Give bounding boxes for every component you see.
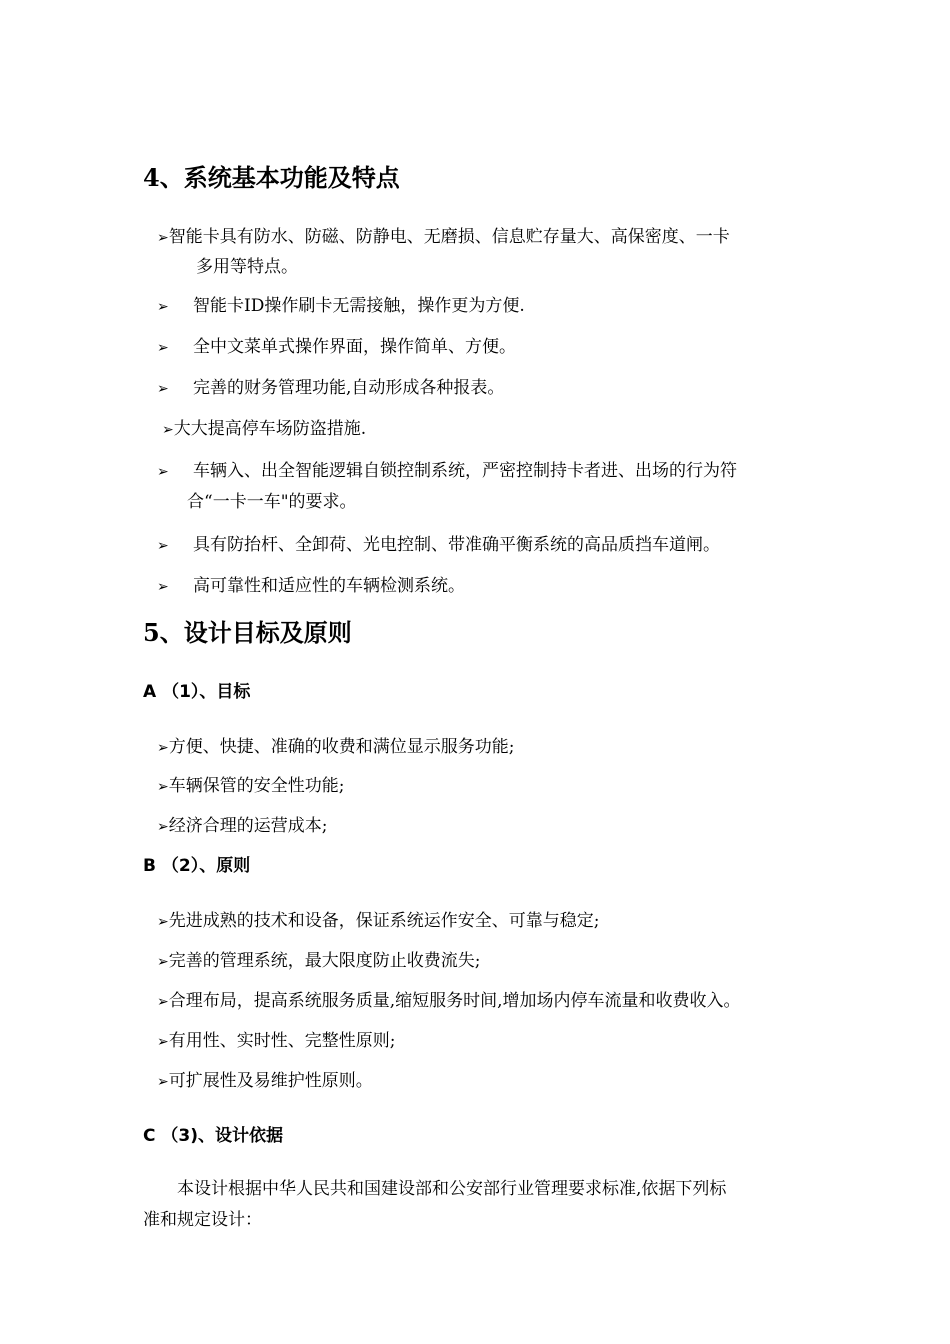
paragraph-line: 准和规定设计：	[143, 1210, 262, 1230]
arrow-bullet-icon: ➢	[157, 299, 169, 315]
list-item-text: 合理布局，提高系统服务质量,缩短服务时间,增加场内停车流量和收费收入。	[168, 991, 741, 1011]
paragraph-line: 本设计根据中华人民共和国建设部和公安部行业管理要求标准,依据下列标	[177, 1179, 727, 1199]
list-item	[157, 1026, 395, 1051]
list-item	[157, 332, 516, 357]
list-item-text: 有用性、实时性、完整性原则;	[168, 1031, 396, 1051]
list-item-text: 车辆入、出全智能逻辑自锁控制系统，严密控制持卡者进、出场的行为符	[193, 461, 737, 481]
list-item-text: 方便、快捷、准确的收费和满位显示服务功能;	[168, 737, 515, 757]
arrow-bullet-icon: ➢	[157, 464, 169, 480]
list-item	[162, 414, 366, 439]
list-item-text: 智能卡具有防水、防磁、防静电、无磨损、信息贮存量大、高保密度、一卡	[168, 227, 730, 247]
list-item	[157, 946, 480, 971]
arrow-bullet-icon: ➢	[157, 579, 169, 595]
arrow-bullet-icon: ➢	[162, 422, 174, 438]
list-item-continuation: 合“一卡一车"的要求。	[187, 492, 357, 512]
list-item-text: 完善的管理系统，最大限度防止收费流失;	[168, 951, 481, 971]
list-item	[157, 771, 344, 796]
subsection-a-title: A （1）、目标	[143, 682, 251, 702]
list-item	[157, 732, 514, 757]
list-item	[157, 571, 465, 596]
arrow-bullet-icon: ➢	[157, 340, 169, 356]
list-item	[157, 811, 327, 836]
arrow-bullet-icon: ➢	[157, 994, 169, 1010]
list-item	[157, 222, 730, 247]
arrow-bullet-icon: ➢	[157, 779, 169, 795]
list-item	[157, 986, 741, 1011]
list-item-text: 具有防抬杆、全卸荷、光电控制、带准确平衡系统的高品质挡车道闸。	[193, 535, 720, 555]
list-item-text: 高可靠性和适应性的车辆检测系统。	[193, 576, 465, 596]
arrow-bullet-icon: ➢	[157, 538, 169, 554]
arrow-bullet-icon: ➢	[157, 819, 169, 835]
list-item-continuation: 多用等特点。	[196, 257, 298, 277]
list-item-text: 完善的财务管理功能,自动形成各种报表。	[193, 378, 505, 398]
list-item-text: 先进成熟的技术和设备，保证系统运作安全、可靠与稳定;	[168, 911, 600, 931]
list-item	[157, 530, 720, 555]
arrow-bullet-icon: ➢	[157, 381, 169, 397]
list-item-text: 经济合理的运营成本;	[168, 816, 328, 836]
subsection-b-title: B （2）、原则	[143, 856, 251, 876]
arrow-bullet-icon: ➢	[157, 1034, 169, 1050]
list-item	[157, 291, 525, 316]
list-item-text: 全中文菜单式操作界面，操作简单、方便。	[193, 337, 516, 357]
arrow-bullet-icon: ➢	[157, 740, 169, 756]
list-item	[157, 906, 599, 931]
section5-title: 5、设计目标及原则	[143, 618, 352, 647]
list-item-text: 可扩展性及易维护性原则。	[168, 1071, 373, 1091]
list-item	[157, 1066, 373, 1091]
arrow-bullet-icon: ➢	[157, 954, 169, 970]
list-item-text: 智能卡ID操作刷卡无需接触，操作更为方便.	[193, 296, 525, 316]
list-item	[157, 373, 504, 398]
list-item-text: 大大提高停车场防盗措施.	[173, 419, 367, 439]
arrow-bullet-icon: ➢	[157, 914, 169, 930]
arrow-bullet-icon: ➢	[157, 1074, 169, 1090]
arrow-bullet-icon: ➢	[157, 230, 169, 246]
subsection-c-title: C （3)、设计依据	[143, 1126, 283, 1146]
section4-title: 4、系统基本功能及特点	[143, 163, 400, 192]
list-item-text: 车辆保管的安全性功能;	[168, 776, 345, 796]
list-item	[157, 456, 737, 481]
